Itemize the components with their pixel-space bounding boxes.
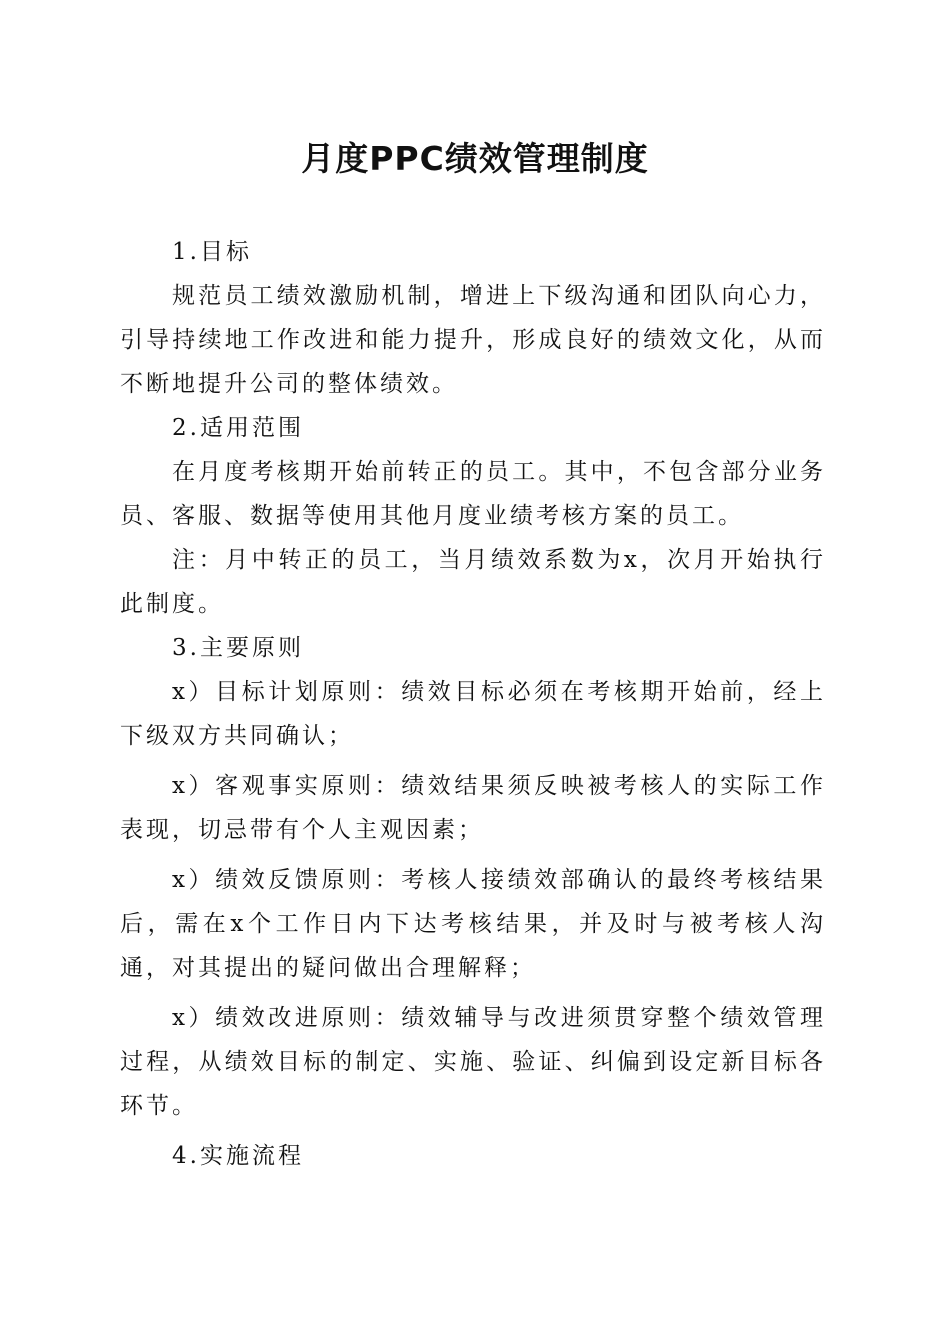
paragraph-principle-improvement: x）绩效改进原则：绩效辅导与改进须贯穿整个绩效管理过程，从绩效目标的制定、实施、验证、纠偏到设定新目标各环节。 (120, 1005, 826, 1119)
document-title: 月度PPC绩效管理制度 (301, 139, 649, 178)
paragraph-principle-objective: x）客观事实原则：绩效结果须反映被考核人的实际工作表现，切忌带有个人主观因素； (120, 773, 826, 843)
paragraph-principle-plan: x）目标计划原则：绩效目标必须在考核期开始前，经上下级双方共同确认； (120, 679, 826, 749)
section-heading-principles: 3.主要原则 (172, 635, 304, 661)
section-heading-goal: 1.目标 (172, 239, 252, 265)
paragraph-scope-note: 注：月中转正的员工，当月绩效系数为x，次月开始执行此制度。 (120, 547, 826, 617)
paragraph-scope: 在月度考核期开始前转正的员工。其中，不包含部分业务员、客服、数据等使用其他月度业绩考核方案的员工。 (120, 459, 826, 529)
document-body (120, 230, 826, 1178)
paragraph-goal: 规范员工绩效激励机制，增进上下级沟通和团队向心力，引导持续地工作改进和能力提升，形成良好的绩效文化，从而不断地提升公司的整体绩效。 (120, 283, 826, 397)
section-heading-scope: 2.适用范围 (172, 415, 304, 441)
section-heading-process: 4.实施流程 (172, 1143, 304, 1169)
paragraph-principle-feedback: x）绩效反馈原则：考核人接绩效部确认的最终考核结果后，需在x个工作日内下达考核结果，并及时与被考核人沟通，对其提出的疑问做出合理解释； (120, 867, 826, 981)
